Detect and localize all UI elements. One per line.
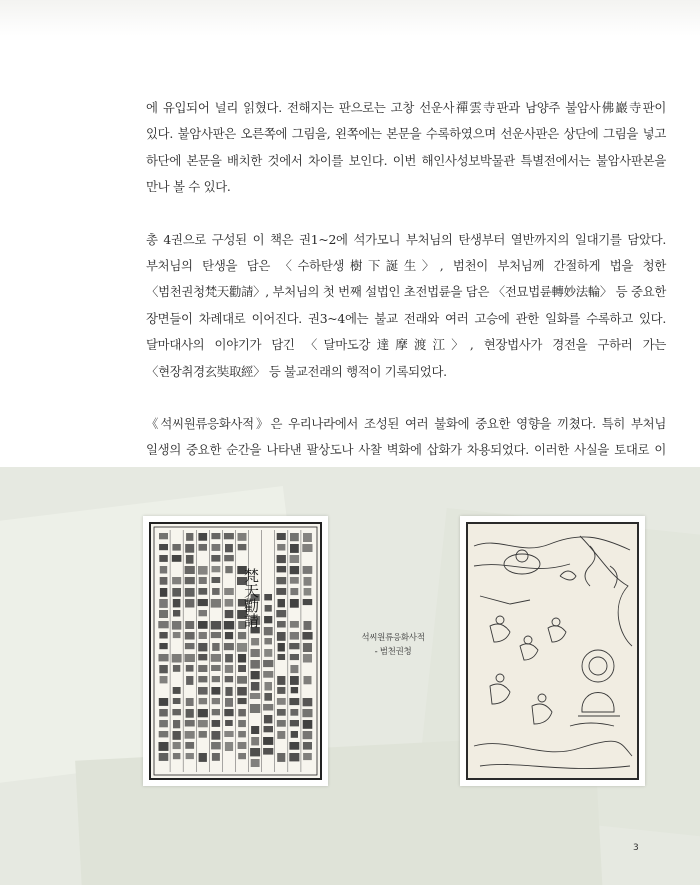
woodblock-text-image	[143, 516, 328, 786]
woodblock-illustration-page	[460, 516, 645, 786]
paragraph-1: 에 유입되어 널리 읽혔다. 전해지는 판으로는 고창 선운사禪雲寺판과 남양주 불암사佛巖寺판이 있다. 불암사판은 오른쪽에 그림을, 왼쪽에는 본문을 수록하였으며 선운사판은 상단에 그림을 넣고 하단에 본문을 배치한 것에서 차이를 보인다. 이번 해인사성보박물관 특별전에서는 불암사판본을 만나 볼 수 있다.	[146, 100, 666, 195]
woodblock-illustration-image	[460, 516, 645, 786]
paragraph-2: 총 4권으로 구성된 이 책은 권1~2에 석가모니 부처님의 탄생부터 열반까지의 일대기를 담았다. 부처님의 탄생을 담은 〈수하탄생樹下誕生〉, 범천이 부처님께 간절하게 법을 청한 〈범천권청梵天勸請〉, 부처님의 첫 번째 설법인 초전법륜을 담은 〈전묘법륜轉妙法輪〉 등 중요한 장면들이 차례대로 이어진다. 권3~4에는 불교 전래와 여러 고승에 관한 일화를 수록하고 있다. 달마대사의 이야기가 담긴 〈달마도강達摩渡江〉, 현장법사가 경전을 구하러 가는 〈현장취경玄奘取經〉 등 불교전래의 행적이 기록되었다.	[146, 231, 666, 379]
caption-subtitle: - 범천권청	[374, 647, 412, 657]
woodblock-text-page	[143, 516, 328, 786]
article-body	[146, 95, 666, 516]
text-page-heading: 梵天勸請	[242, 568, 260, 628]
caption-title: 석씨원류응화사적	[361, 633, 425, 643]
paragraph-3-text: 《석씨원류응화사적》은 우리나라에서 조성된 여러 불화에 중요한 영향을 끼쳤다. 특히 부처님 일생의 중요한 순간을 나타낸 팔상도나 사찰 벽화에 삽화가 차용되었다. 이러한 사실을 토대로 이	[146, 416, 666, 458]
figure-caption	[338, 631, 448, 659]
top-band	[0, 0, 700, 36]
page-number: 3	[633, 843, 639, 853]
